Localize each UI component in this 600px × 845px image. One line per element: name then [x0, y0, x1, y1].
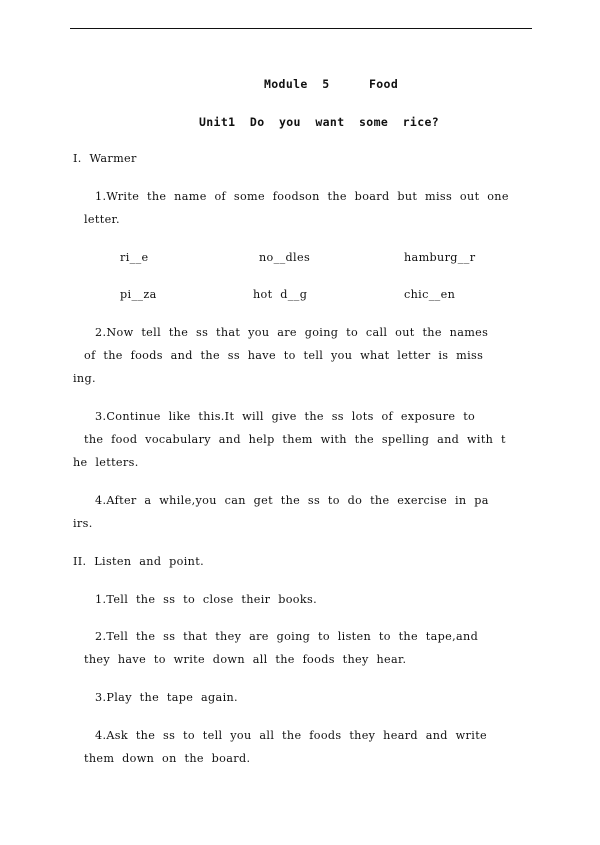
step-1-line-2: letter. — [84, 213, 120, 226]
module-title: Module 5 — [264, 77, 330, 91]
word-noodles: no__dles — [259, 251, 311, 264]
topic-title: Food — [369, 77, 399, 91]
word-hamburger: hamburg__r — [404, 251, 476, 264]
step-3-line-1: 3.Continue like this.It will give the ss lots of exposure to — [95, 410, 476, 423]
listen-step-4-line-2: them down on the board. — [84, 752, 251, 765]
step-1-line-1: 1.Write the name of some foodson the board but miss out one — [95, 190, 509, 203]
step-3-line-3: he letters. — [73, 456, 139, 469]
listen-step-2-line-1: 2.Tell the ss that they are going to listen to the tape,and — [95, 630, 479, 643]
listen-step-4-line-1: 4.Ask the ss to tell you all the foods they heard and write — [95, 729, 488, 742]
step-3-line-2: the food vocabulary and help them with the spelling and with t — [84, 433, 506, 446]
step-2-line-2: of the foods and the ss have to tell you what letter is miss — [84, 349, 484, 362]
listen-step-2-line-2: they have to write down all the foods they hear. — [84, 653, 407, 666]
word-chicken: chic__en — [404, 288, 456, 301]
step-4-line-2: irs. — [73, 517, 93, 530]
listen-step-3: 3.Play the tape again. — [95, 691, 238, 704]
header-rule — [70, 28, 532, 29]
section-heading-listen: II. Listen and point. — [73, 555, 204, 568]
word-rice: ri__e — [120, 251, 149, 264]
section-heading-warmer: I. Warmer — [73, 152, 137, 165]
listen-step-1: 1.Tell the ss to close their books. — [95, 593, 318, 606]
step-4-line-1: 4.After a while,you can get the ss to do the exercise in pa — [95, 494, 489, 507]
unit-title: Unit1 Do you want some rice? — [199, 115, 440, 129]
step-2-line-1: 2.Now tell the ss that you are going to call out the names — [95, 326, 489, 339]
word-hot-dog: hot d__g — [253, 288, 308, 301]
word-pizza: pi__za — [120, 288, 157, 301]
step-2-line-3: ing. — [73, 372, 96, 385]
